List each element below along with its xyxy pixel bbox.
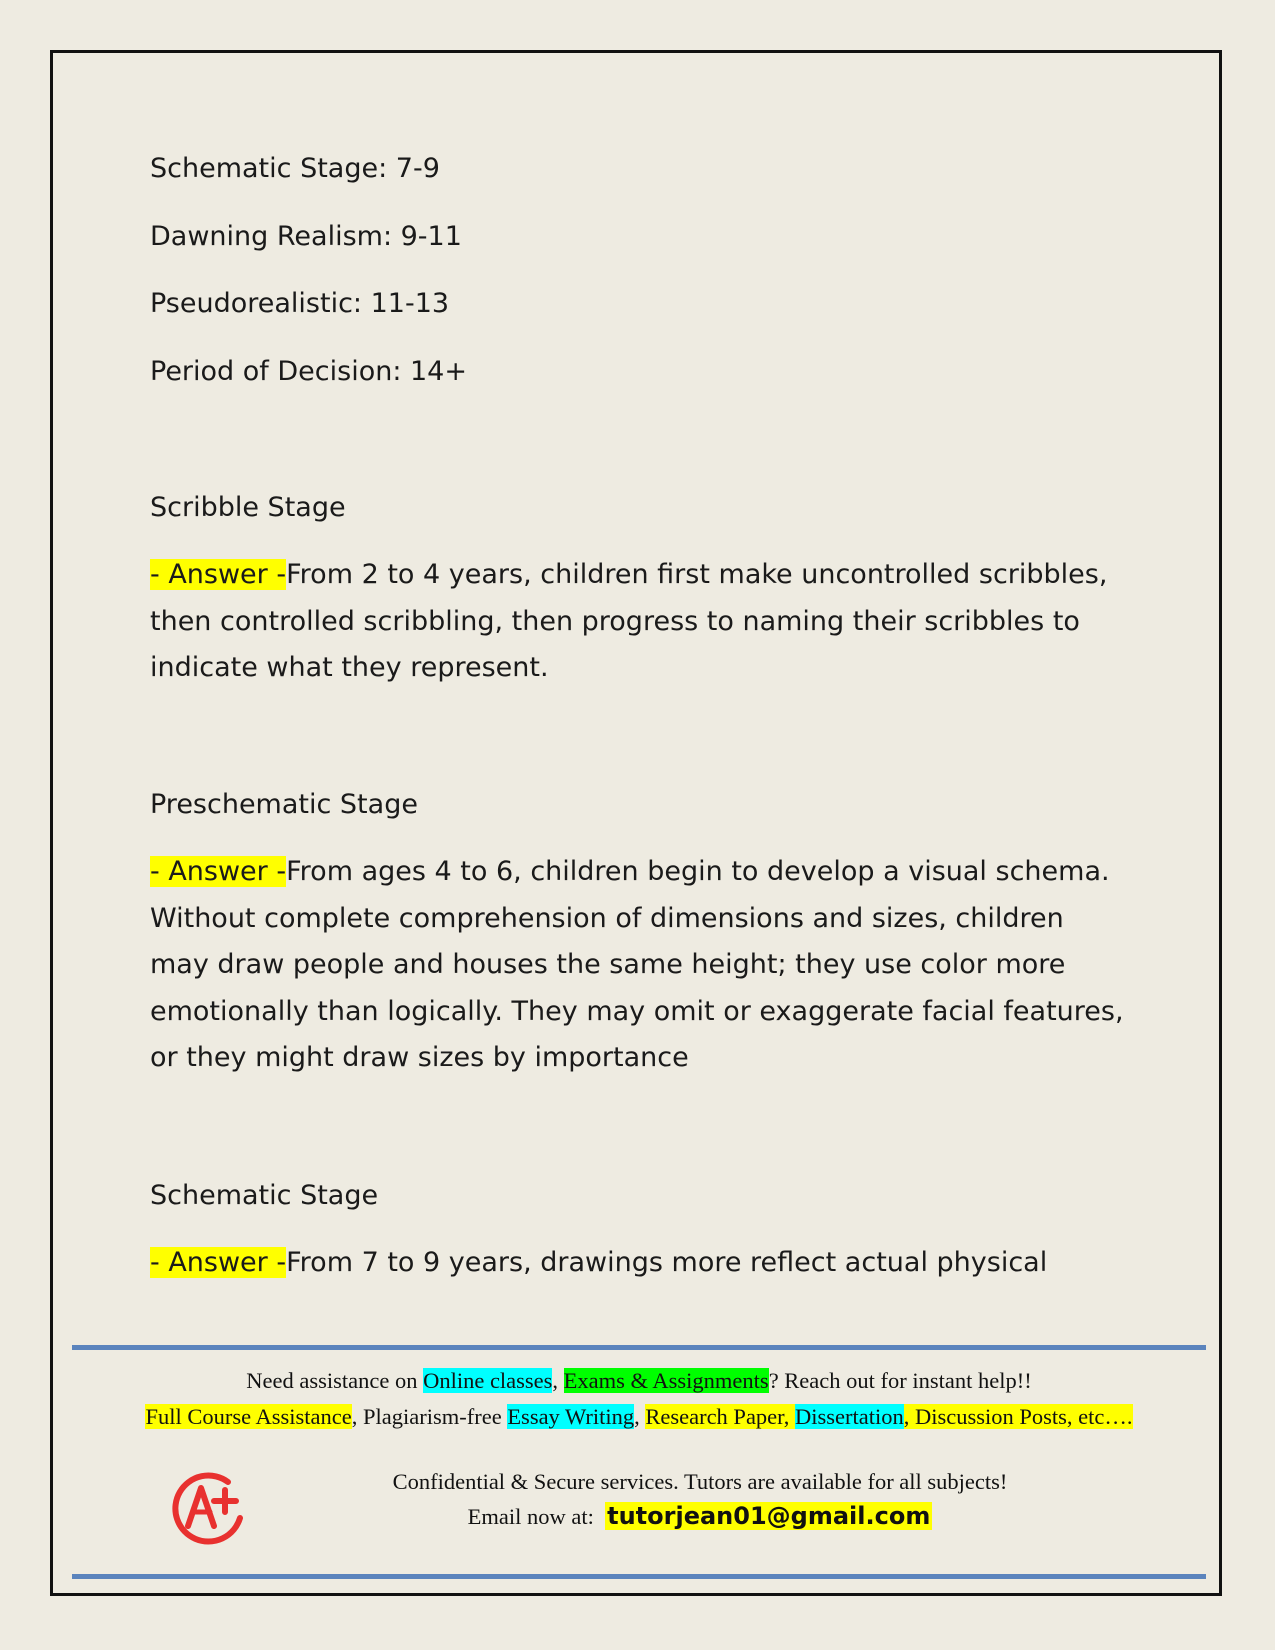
- answer-text: From 2 to 4 years, children first make uncontrolled scribbles, then controlled scribbling, then progress to naming their scribbles to indicate what they represent.: [150, 559, 1108, 683]
- footer-text: ,: [634, 1404, 646, 1429]
- online-classes-link[interactable]: Online classes: [423, 1368, 553, 1393]
- email-label: Email now at:: [467, 1504, 594, 1529]
- footer-email-line: [200, 1502, 1200, 1530]
- research-paper-link[interactable]: Research Paper,: [645, 1404, 796, 1429]
- section-heading-scribble: Scribble Stage: [150, 492, 346, 523]
- footer-line-1: [72, 1368, 1206, 1394]
- stage-pseudorealistic: Pseudorealistic: 11-13: [150, 288, 450, 319]
- footer-line-2: [72, 1404, 1206, 1430]
- email-link[interactable]: tutorjean01@gmail.com: [607, 1502, 931, 1530]
- section-answer-schematic: [150, 1240, 1130, 1287]
- footer-text: , Plagiarism-free: [351, 1404, 508, 1429]
- dissertation-link[interactable]: Dissertation: [795, 1404, 904, 1429]
- answer-tag: - Answer -: [150, 1247, 287, 1278]
- full-course-link[interactable]: Full Course Assistance: [145, 1404, 352, 1429]
- footer-rule-bottom: [72, 1574, 1206, 1579]
- answer-text: From ages 4 to 6, children begin to develop a visual schema. Without complete comprehension of dimensions and sizes, children may draw people and houses the same height; they use color more emotionally than logically. They may omit or exaggerate facial features, or they might draw sizes by importance: [150, 856, 1124, 1073]
- essay-writing-link[interactable]: Essay Writing: [507, 1404, 635, 1429]
- section-answer-scribble: [150, 552, 1130, 692]
- section-heading-schematic: Schematic Stage: [150, 1180, 379, 1211]
- section-heading-preschematic: Preschematic Stage: [150, 789, 418, 820]
- footer-text: ? Reach out for instant help!!: [768, 1368, 1032, 1393]
- exams-assignments-link[interactable]: Exams & Assignments: [563, 1368, 769, 1393]
- stage-schematic: Schematic Stage: 7-9: [150, 153, 440, 184]
- answer-tag: - Answer -: [150, 559, 287, 590]
- footer-line-3: Confidential & Secure services. Tutors are available for all subjects!: [392, 1469, 1008, 1494]
- section-answer-preschematic: [150, 849, 1130, 1082]
- footer-rule-top: [72, 1345, 1206, 1350]
- stage-period-of-decision: Period of Decision: 14+: [150, 356, 467, 387]
- footer-text: ,: [552, 1368, 564, 1393]
- answer-text: From 7 to 9 years, drawings more reflect actual physical: [286, 1247, 1048, 1278]
- page-border: [50, 50, 1222, 1596]
- stage-dawning-realism: Dawning Realism: 9-11: [150, 221, 462, 252]
- discussion-posts-link[interactable]: , Discussion Posts, etc….: [903, 1404, 1133, 1429]
- footer-text: Need assistance on: [246, 1368, 424, 1393]
- answer-tag: - Answer -: [150, 856, 287, 887]
